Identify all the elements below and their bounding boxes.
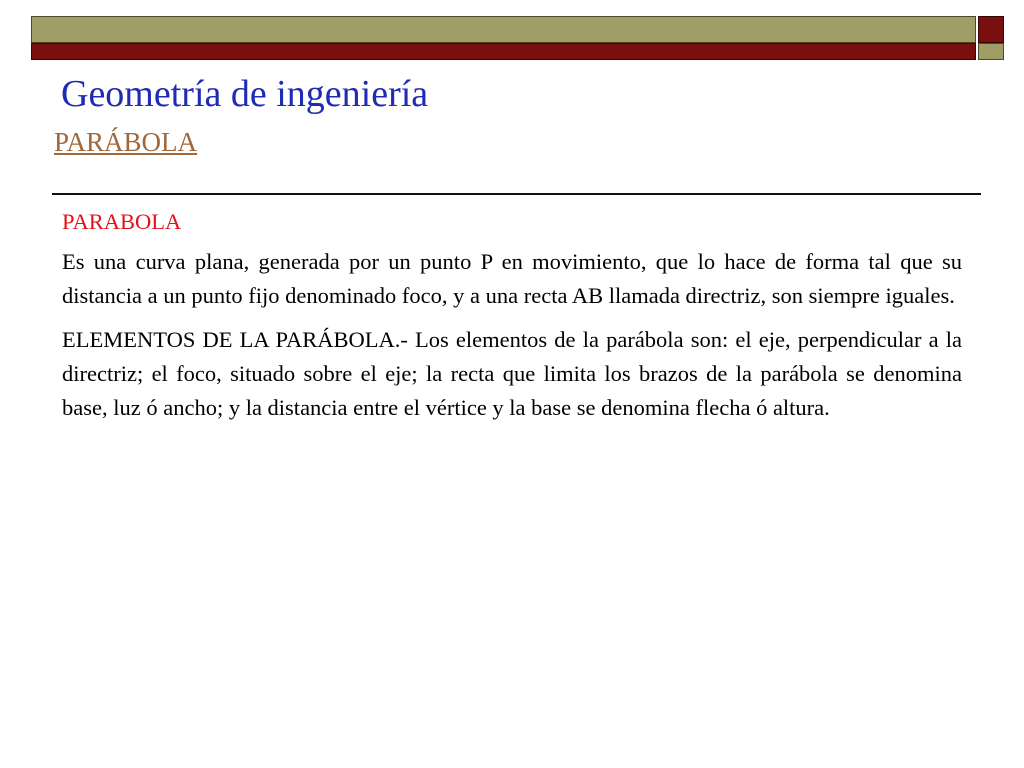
section-heading: PARABOLA (62, 209, 182, 234)
header-decor-olive-square (978, 43, 1004, 60)
header-decor-maroon-square (978, 16, 1004, 43)
definition-paragraph: Es una curva plana, generada por un punto P en movimiento, que lo hace de forma tal que su distancia a un punto fijo denominado foco, y a una recta AB llamada directriz, son siempre iguales. (62, 249, 962, 308)
header-decor-olive-bar (31, 16, 976, 43)
elements-paragraph: ELEMENTOS DE LA PARÁBOLA.- Los elementos de la parábola son: el eje, perpendicular a la directriz; el foco, situado sobre el eje; la recta que limita los brazos de la parábola se denomina base, luz ó ancho; y la distancia entre el vértice y la base se denomina flecha ó altura. (62, 327, 962, 420)
subtitle-link[interactable]: PARÁBOLA (54, 127, 198, 157)
title-divider (52, 193, 981, 195)
header-decor-maroon-bar (31, 43, 976, 60)
slide-body (62, 205, 962, 435)
slide-title: Geometría de ingeniería (61, 73, 429, 115)
